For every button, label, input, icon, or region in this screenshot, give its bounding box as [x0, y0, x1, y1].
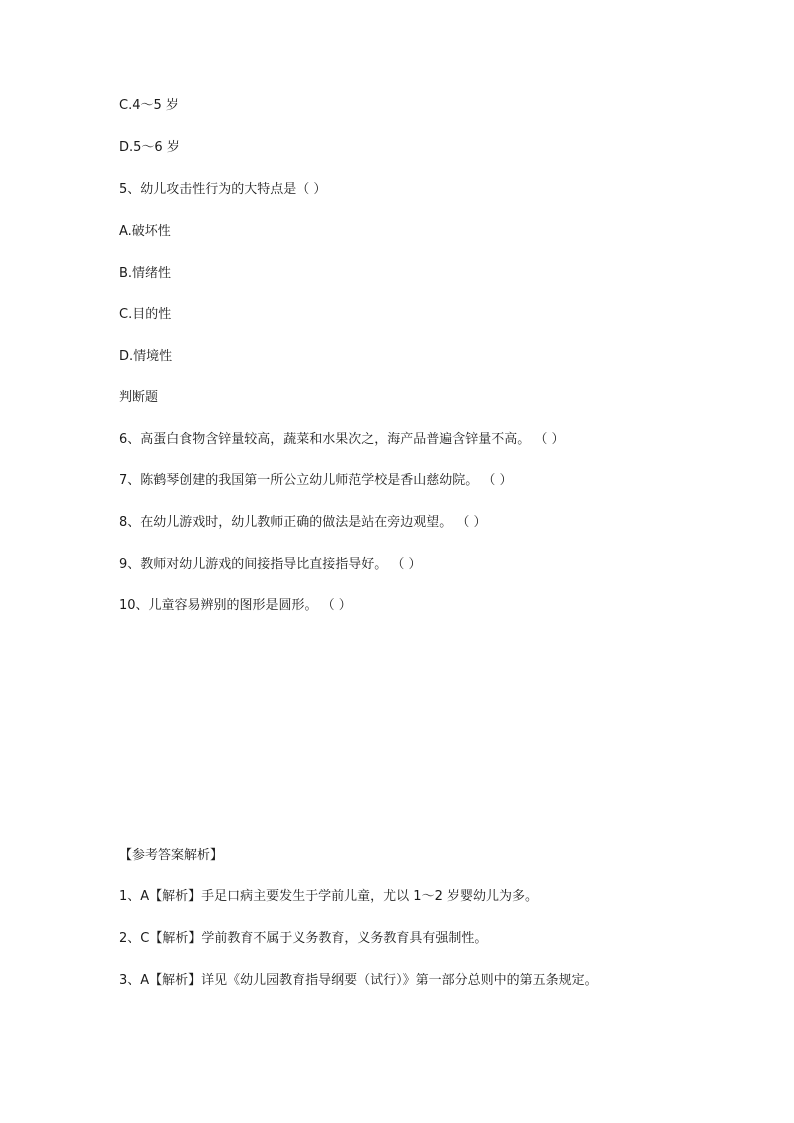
q5-option-d: D.情境性 — [119, 349, 173, 364]
answer-item-1: 1、A【解析】手足口病主要发生于学前儿童，尤以 1～2 岁婴幼儿为多。 — [119, 889, 538, 904]
true-false-item-10: 10、儿童容易辨别的图形是圆形。 （ ） — [119, 598, 352, 613]
q5-option-c: C.目的性 — [119, 307, 172, 322]
true-false-item-8: 8、在幼儿游戏时，幼儿教师正确的做法是站在旁边观望。 （ ） — [119, 515, 487, 530]
answer-item-2: 2、C【解析】学前教育不属于义务教育，义务教育具有强制性。 — [119, 931, 488, 946]
q5-option-a: A.破坏性 — [119, 224, 171, 239]
true-false-heading: 判断题 — [119, 390, 159, 405]
q5-option-b: B.情绪性 — [119, 266, 172, 281]
answer-item-3: 3、A【解析】详见《幼儿园教育指导纲要（试行）》第一部分总则中的第五条规定。 — [119, 973, 598, 988]
q4-option-d: D.5～6 岁 — [119, 140, 180, 155]
true-false-item-9: 9、教师对幼儿游戏的间接指导比直接指导好。 （ ） — [119, 557, 422, 572]
answers-heading: 【参考答案解析】 — [119, 848, 224, 863]
q5-stem: 5、幼儿攻击性行为的大特点是（ ） — [119, 182, 327, 197]
true-false-item-6: 6、高蛋白食物含锌量较高，蔬菜和水果次之，海产品普遍含锌量不高。 （ ） — [119, 432, 565, 447]
true-false-item-7: 7、陈鹤琴创建的我国第一所公立幼儿师范学校是香山慈幼院。 （ ） — [119, 473, 513, 488]
q4-option-c: C.4～5 岁 — [119, 98, 179, 113]
